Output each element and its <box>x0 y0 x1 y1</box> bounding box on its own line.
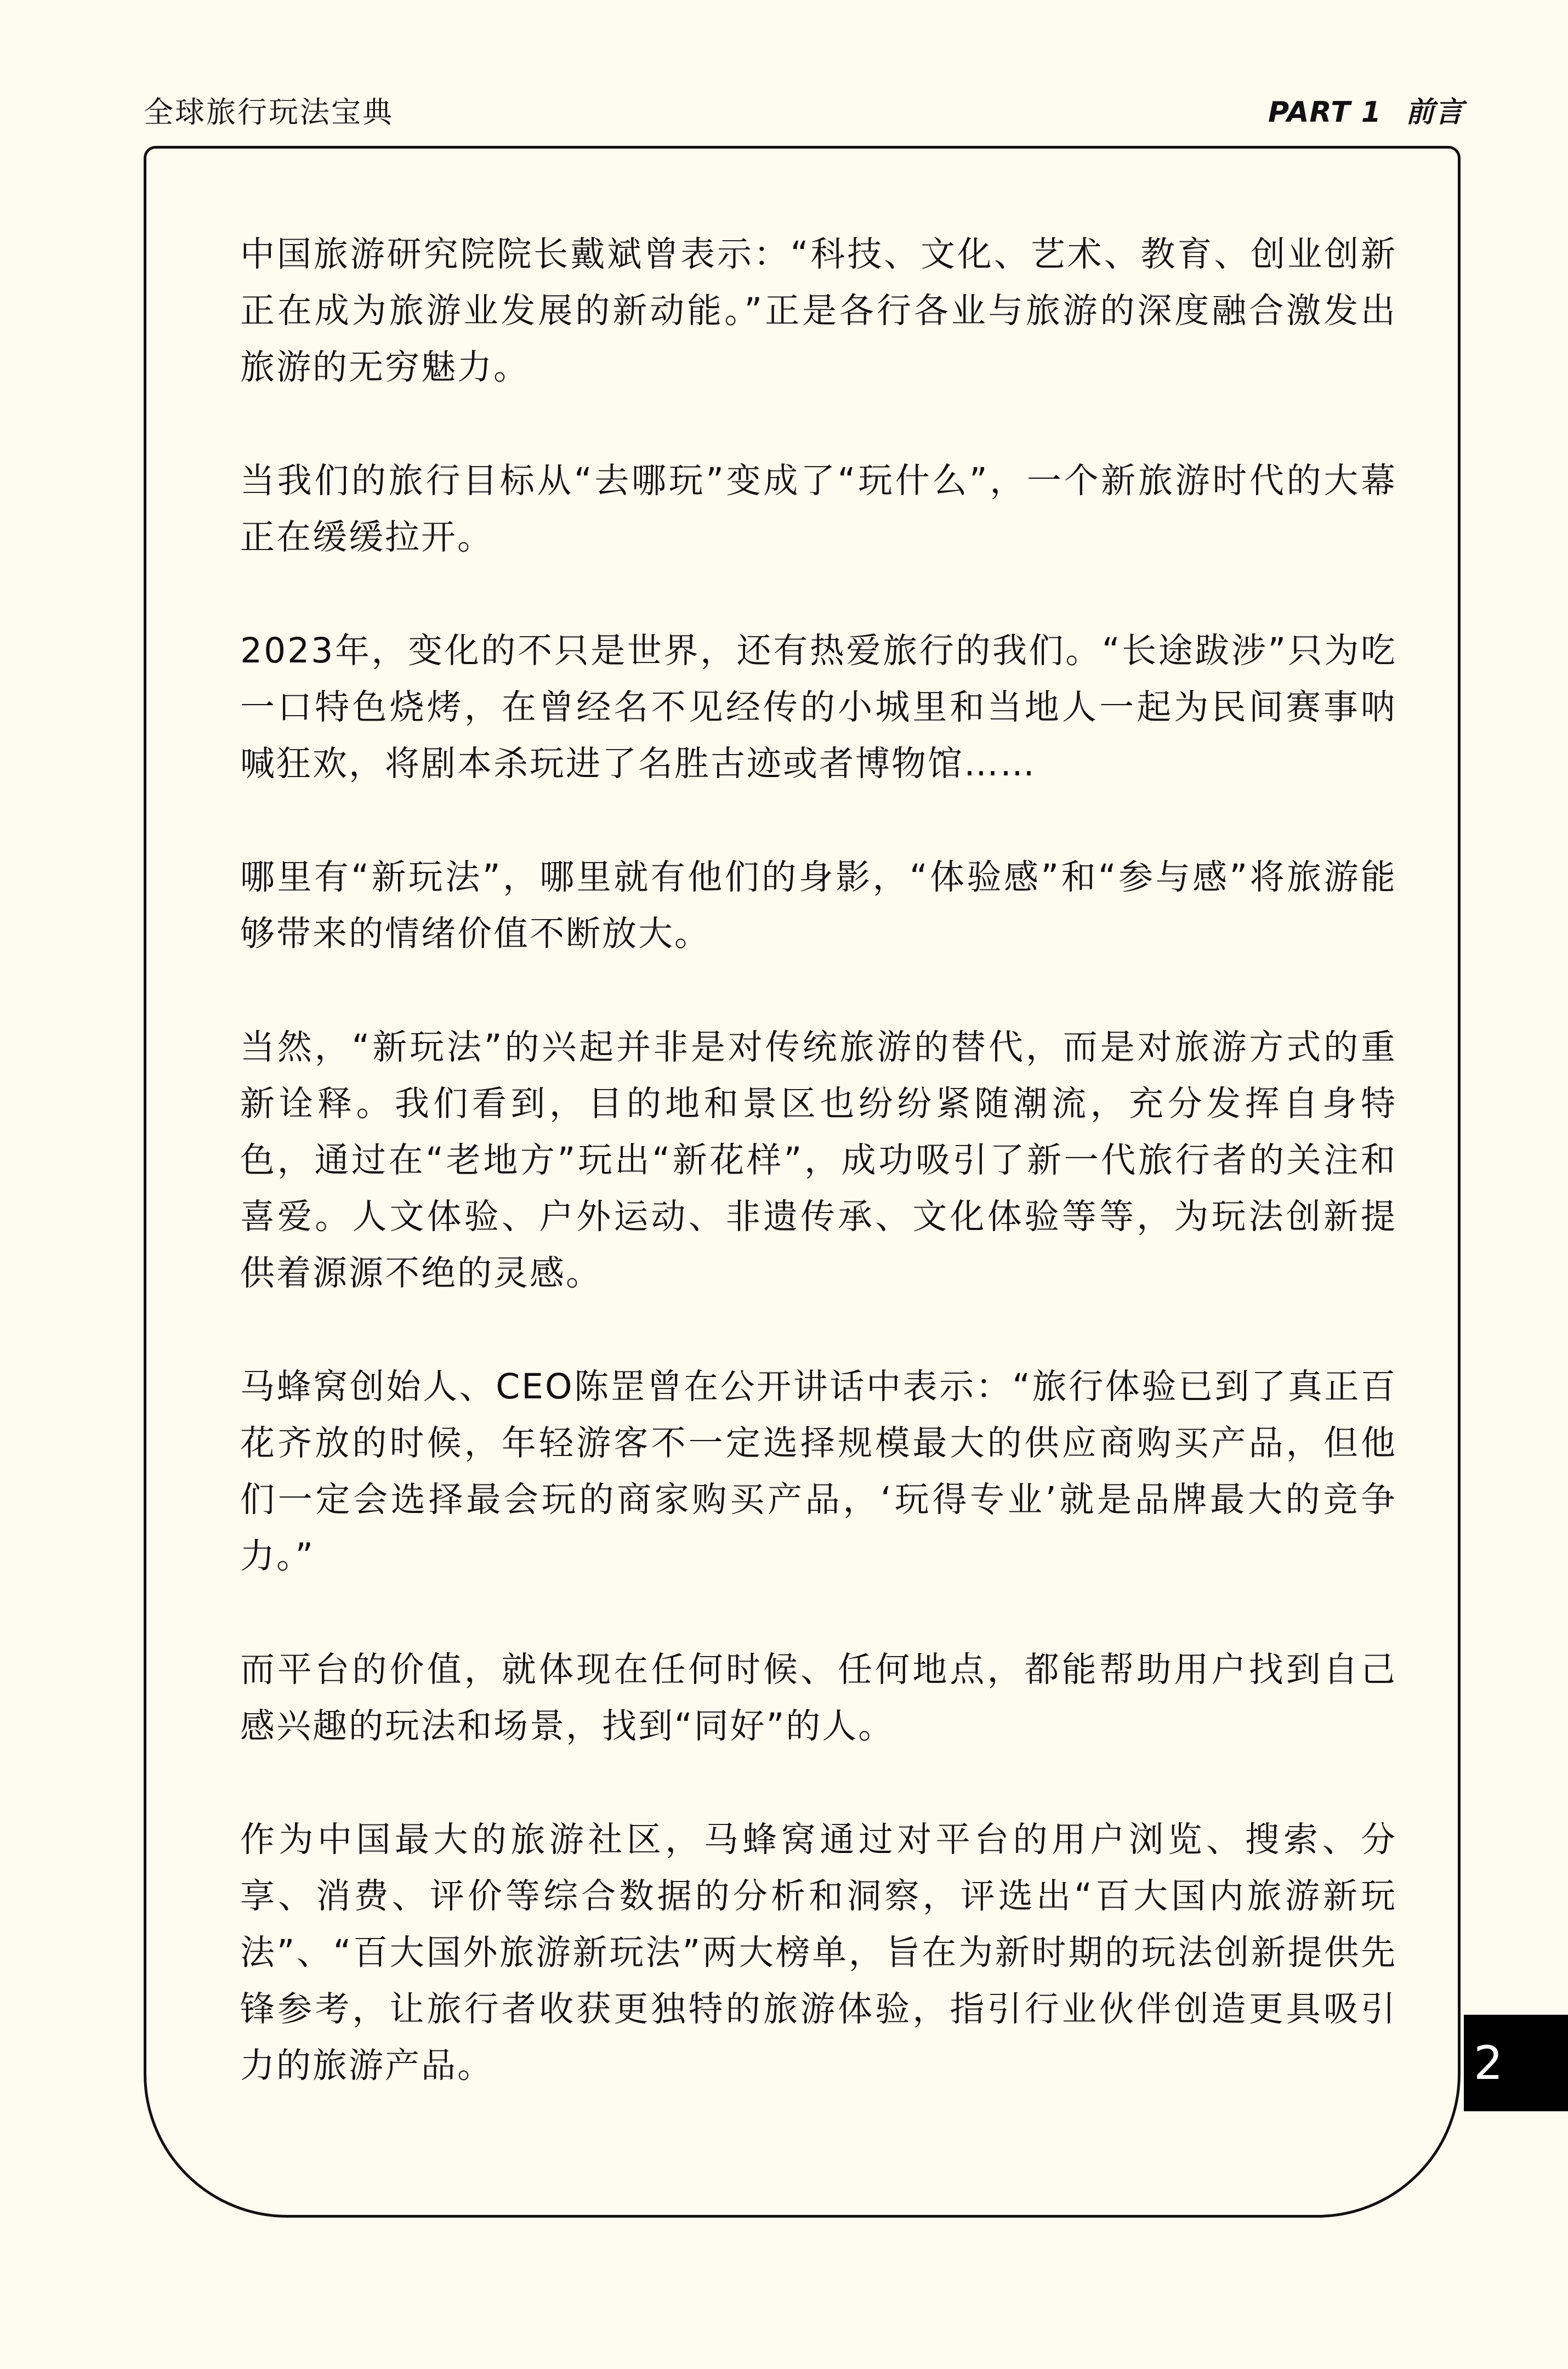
paragraph: 作为中国最大的旅游社区，马蜂窝通过对平台的用户浏览、搜索、分享、消费、评价等综合数据的分析和洞察，评选出“百大国内旅游新玩法”、“百大国外旅游新玩法”两大榜单，旨在为新时期的玩法创新提供先锋参考，让旅行者收获更独特的旅游体验，指引行业伙伴创造更具吸引力的旅游产品。 <box>240 1820 1397 2085</box>
paragraph: 当然，“新玩法”的兴起并非是对传统旅游的替代，而是对旅游方式的重新诠释。我们看到，目的地和景区也纷纷紧随潮流，充分发挥自身特色，通过在“老地方”玩出“新花样”，成功吸引了新一代旅行者的关注和喜爱。人文体验、户外运动、非遗传承、文化体验等等，为玩法创新提供着源源不绝的灵感。 <box>240 1027 1397 1293</box>
paragraph: 而平台的价值，就体现在任何时候、任何地点，都能帮助用户找到自己感兴趣的玩法和场景，找到“同好”的人。 <box>240 1650 1397 1746</box>
paragraph: 中国旅游研究院院长戴斌曾表示：“科技、文化、艺术、教育、创业创新正在成为旅游业发展的新动能。”正是各行各业与旅游的深度融合激发出旅游的无穷魅力。 <box>240 234 1397 387</box>
document-title: 全球旅行玩法宝典 <box>144 95 394 129</box>
section-label: 前言 <box>1405 96 1464 129</box>
body-text <box>240 226 1397 2151</box>
paragraph: 哪里有“新玩法”，哪里就有他们的身影，“体验感”和“参与感”将旅游能够带来的情绪价值不断放大。 <box>240 857 1397 954</box>
part-label: PART 1 <box>1268 96 1382 129</box>
page-number: 2 <box>1474 2036 1503 2090</box>
paragraph: 当我们的旅行目标从“去哪玩”变成了“玩什么”，一个新旅游时代的大幕正在缓缓拉开。 <box>240 461 1397 557</box>
paragraph: 马蜂窝创始人、CEO陈罡曾在公开讲话中表示：“旅行体验已到了真正百花齐放的时候，年轻游客不一定选择规模最大的供应商购买产品，但他们一定会选择最会玩的商家购买产品，‘玩得专业’就是品牌最大的竞争力。” <box>240 1367 1397 1576</box>
section-header <box>1268 93 1464 132</box>
page-number-tab <box>1464 2015 1568 2111</box>
paragraph: 2023年，变化的不只是世界，还有热爱旅行的我们。“长途跋涉”只为吃一口特色烧烤，在曾经名不见经传的小城里和当地人一起为民间赛事呐喊狂欢，将剧本杀玩进了名胜古迹或者博物馆…… <box>240 631 1397 784</box>
